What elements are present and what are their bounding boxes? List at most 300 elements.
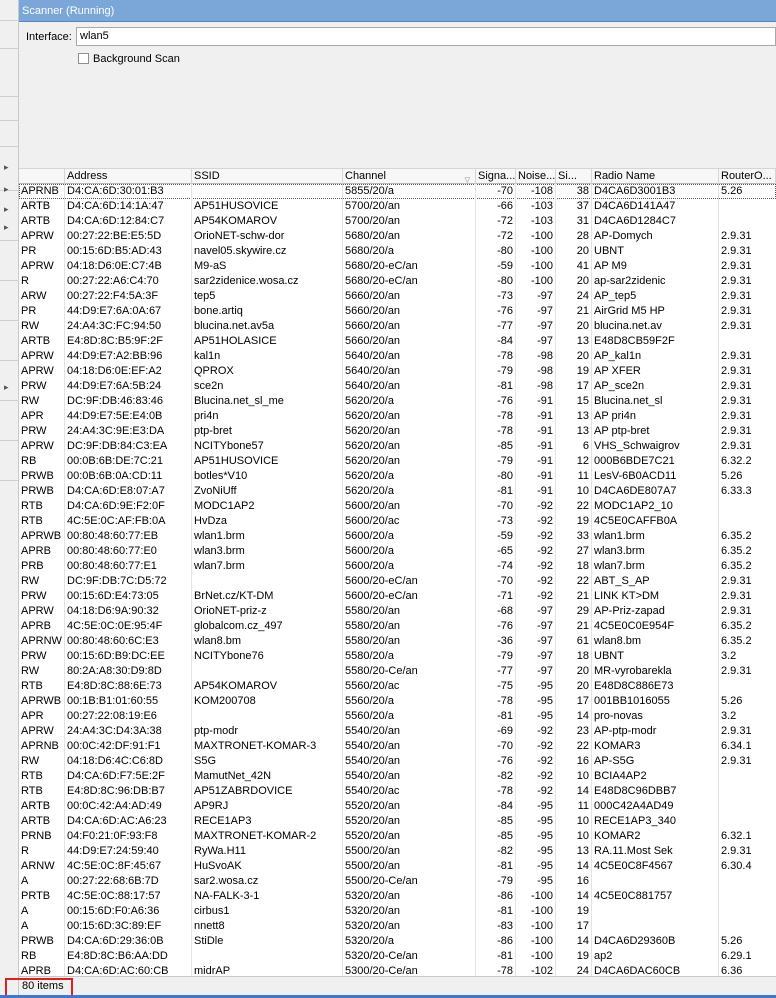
cell-noise: -108 — [530, 185, 553, 197]
cell-noise: -95 — [537, 800, 553, 812]
table-row[interactable] — [19, 454, 776, 469]
table-row[interactable] — [19, 574, 776, 589]
cell-channel: 5660/20/an — [345, 335, 401, 347]
cell-flags: RW — [21, 755, 40, 767]
cell-channel: 5320/20/an — [345, 920, 401, 932]
table-row[interactable] — [19, 379, 776, 394]
cell-snr: 21 — [576, 305, 589, 317]
cell-ssid: sar2.wosa.cz — [194, 875, 259, 887]
table-row[interactable] — [19, 934, 776, 949]
table-row[interactable] — [19, 184, 776, 199]
cell-flags: PRTB — [21, 890, 51, 902]
cell-radio: VHS_Schwaigrov — [594, 440, 680, 452]
cell-channel: 5300/20-Ce/an — [345, 965, 418, 976]
cell-snr: 6 — [582, 440, 589, 452]
cell-radio: LesV-6B0ACD11 — [594, 470, 677, 482]
cell-signal: -84 — [497, 800, 513, 812]
cell-noise: -91 — [537, 440, 553, 452]
cell-radio: 000C42A4AD49 — [594, 800, 674, 812]
cell-channel: 5600/20/a — [345, 530, 394, 542]
cell-ssid — [192, 949, 343, 964]
cell-address: 00:27:22:BE:E5:5D — [67, 230, 162, 242]
cell-noise: -97 — [537, 605, 553, 617]
cell-signal: -85 — [497, 830, 513, 842]
cell-channel: 5580/20/an — [345, 635, 401, 647]
cell-signal: -78 — [497, 350, 513, 362]
column-header-snr[interactable] — [556, 169, 592, 185]
cell-ssid — [192, 709, 343, 724]
column-header-router[interactable] — [719, 169, 776, 185]
table-row[interactable] — [19, 364, 776, 379]
table-row[interactable] — [19, 439, 776, 454]
cell-snr: 61 — [576, 635, 589, 647]
cell-address: 44:D9:E7:24:59:40 — [67, 845, 159, 857]
column-header-channel[interactable] — [343, 169, 476, 185]
cell-address: 00:27:22:A6:C4:70 — [67, 275, 159, 287]
cell-ssid — [192, 664, 343, 679]
column-header-address[interactable] — [65, 169, 192, 185]
cell-noise: -92 — [537, 755, 553, 767]
cell-channel: 5620/20/a — [345, 485, 394, 497]
column-header-flags[interactable] — [19, 169, 65, 185]
table-row[interactable] — [19, 484, 776, 499]
cell-router: 2.9.31 — [721, 380, 752, 392]
column-header-label: Si... — [558, 170, 577, 182]
cell-noise: -98 — [537, 365, 553, 377]
cell-flags: APRWB — [21, 695, 62, 707]
cell-flags: ARTB — [21, 815, 51, 827]
column-divider — [555, 184, 556, 976]
cell-signal: -85 — [497, 815, 513, 827]
cell-address: 4C:5E:0C:AF:FB:0A — [67, 515, 166, 527]
cell-address: D4:CA:6D:9E:F2:0F — [67, 500, 165, 512]
table-row[interactable] — [19, 409, 776, 424]
column-divider — [191, 184, 192, 976]
cell-snr: 15 — [576, 395, 589, 407]
cell-channel: 5500/20/an — [345, 860, 401, 872]
cell-router: 6.35.2 — [721, 545, 752, 557]
cell-snr: 12 — [576, 455, 589, 467]
table-row[interactable] — [19, 499, 776, 514]
column-divider — [342, 184, 343, 976]
table-row[interactable] — [19, 769, 776, 784]
cell-noise: -103 — [530, 200, 553, 212]
cell-signal: -76 — [497, 305, 513, 317]
cell-channel: 5600/20-eC/an — [345, 590, 418, 602]
cell-snr: 22 — [576, 740, 589, 752]
cell-router: 2.9.31 — [721, 305, 752, 317]
cell-noise: -92 — [537, 725, 553, 737]
table-row[interactable] — [19, 349, 776, 364]
cell-flags: ARTB — [21, 800, 51, 812]
column-header-label: Channel — [345, 170, 386, 182]
cell-channel: 5600/20-eC/an — [345, 575, 418, 587]
table-row[interactable] — [19, 544, 776, 559]
cell-snr: 17 — [576, 695, 589, 707]
cell-radio: D4CA6D141A47 — [594, 200, 676, 212]
cell-radio: 001BB1016055 — [594, 695, 670, 707]
table-row[interactable] — [19, 529, 776, 544]
cell-snr: 13 — [576, 425, 589, 437]
table-row[interactable] — [19, 814, 776, 829]
cell-router: 2.9.31 — [721, 365, 752, 377]
cell-router — [719, 214, 776, 229]
table-row[interactable] — [19, 229, 776, 244]
cell-ssid: MAXTRONET-KOMAR-2 — [194, 830, 317, 842]
cell-signal: -83 — [497, 920, 513, 932]
cell-snr: 13 — [576, 845, 589, 857]
cell-channel: 5500/20/an — [345, 845, 401, 857]
cell-flags: ARTB — [21, 335, 51, 347]
cell-ssid: S5G — [194, 755, 217, 767]
table-row[interactable] — [19, 394, 776, 409]
cell-ssid: AP51HUSOVICE — [194, 455, 279, 467]
cell-snr: 11 — [577, 470, 589, 482]
table-row[interactable] — [19, 319, 776, 334]
cell-channel: 5500/20-Ce/an — [345, 875, 418, 887]
cell-channel: 5520/20/an — [345, 830, 401, 842]
cell-noise: -100 — [530, 890, 553, 902]
interface-input[interactable]: wlan5 — [76, 27, 776, 46]
cell-radio: AP ptp-bret — [594, 425, 650, 437]
table-row[interactable] — [19, 724, 776, 739]
cell-signal: -84 — [497, 335, 513, 347]
cell-ssid: Blucina.net_sl_me — [194, 395, 284, 407]
cell-address: DC:9F:DB:84:C3:EA — [67, 440, 168, 452]
cell-address: 80:2A:A8:30:D9:8D — [67, 665, 162, 677]
cell-noise: -92 — [537, 530, 553, 542]
table-row[interactable] — [19, 649, 776, 664]
cell-flags: APRB — [21, 620, 51, 632]
cell-ssid: nnett8 — [194, 920, 225, 932]
cell-radio: wlan7.brm — [594, 560, 645, 572]
cell-snr: 23 — [576, 725, 589, 737]
cell-flags: A — [21, 905, 29, 917]
cell-router: 2.9.31 — [721, 425, 752, 437]
strip-divider — [0, 146, 18, 147]
cell-address: D4:CA:6D:AC:60:CB — [67, 965, 169, 976]
cell-flags: R — [21, 275, 29, 287]
table-row[interactable] — [19, 754, 776, 769]
table-row[interactable] — [19, 214, 776, 229]
cell-router: 2.9.31 — [721, 290, 752, 302]
table-row[interactable] — [19, 259, 776, 274]
table-row[interactable] — [19, 889, 776, 904]
cell-ssid: HuSvoAK — [194, 860, 242, 872]
table-row[interactable] — [19, 799, 776, 814]
cell-flags: PRWB — [21, 935, 54, 947]
cell-noise: -92 — [537, 560, 553, 572]
cell-noise: -100 — [530, 905, 553, 917]
table-row[interactable] — [19, 304, 776, 319]
cell-channel: 5540/20/an — [345, 725, 401, 737]
cell-address: 00:15:6D:B5:AD:43 — [67, 245, 162, 257]
cell-ssid: wlan1.brm — [194, 530, 245, 542]
cell-snr: 14 — [576, 935, 589, 947]
cell-address: 00:1B:B1:01:60:55 — [67, 695, 159, 707]
cell-radio: E48D8C886E73 — [594, 680, 674, 692]
cell-flags: APRWB — [21, 530, 62, 542]
cell-flags: APRW — [21, 260, 54, 272]
cell-router: 2.9.31 — [721, 845, 752, 857]
table-row[interactable] — [19, 784, 776, 799]
cell-ssid: tep5 — [194, 290, 216, 302]
cell-noise: -92 — [537, 785, 553, 797]
cell-router: 5.26 — [721, 695, 743, 707]
cell-address: D4:CA:6D:30:01:B3 — [67, 185, 164, 197]
cell-signal: -79 — [497, 365, 513, 377]
cell-router: 6.35.2 — [721, 530, 752, 542]
cell-noise: -95 — [537, 815, 553, 827]
cell-ssid: AP54KOMAROV — [194, 680, 278, 692]
cell-channel: 5600/20/a — [345, 545, 394, 557]
cell-address: 44:D9:E7:6A:5B:24 — [67, 380, 162, 392]
strip-divider — [0, 96, 18, 97]
cell-radio: KOMAR3 — [594, 740, 641, 752]
cell-channel: 5320/20/an — [345, 890, 401, 902]
table-row[interactable] — [19, 469, 776, 484]
cell-noise: -97 — [537, 320, 553, 332]
cell-ssid: globalcom.cz_497 — [194, 620, 283, 632]
column-header-label: Signa... — [478, 170, 516, 182]
cell-snr: 10 — [576, 815, 589, 827]
cell-channel: 5320/20-Ce/an — [345, 950, 418, 962]
table-row[interactable] — [19, 634, 776, 649]
cell-signal: -36 — [497, 635, 513, 647]
cell-signal: -73 — [497, 515, 513, 527]
cell-address: 04:18:D6:0E:C7:4B — [67, 260, 162, 272]
cell-ssid: MamutNet_42N — [194, 770, 272, 782]
table-row[interactable] — [19, 709, 776, 724]
cell-ssid: sce2n — [194, 380, 224, 392]
cell-noise: -97 — [537, 335, 553, 347]
cell-snr: 31 — [576, 215, 589, 227]
cell-address: D4:CA:6D:14:1A:47 — [67, 200, 164, 212]
cell-radio: pro-novas — [594, 710, 643, 722]
cell-snr: 14 — [576, 710, 589, 722]
column-header-radio[interactable] — [592, 169, 719, 185]
cell-flags: RTB — [21, 770, 43, 782]
cell-radio: AirGrid M5 HP — [594, 305, 665, 317]
column-header-signal[interactable] — [476, 169, 516, 185]
table-row[interactable] — [19, 424, 776, 439]
cell-address: 00:15:6D:E4:73:05 — [67, 590, 159, 602]
table-row[interactable] — [19, 589, 776, 604]
table-row[interactable] — [19, 919, 776, 934]
cell-snr: 20 — [576, 245, 589, 257]
cell-noise: -97 — [537, 635, 553, 647]
cell-signal: -69 — [497, 725, 513, 737]
cell-flags: APRNB — [21, 185, 59, 197]
cell-ssid — [192, 184, 343, 199]
cell-radio: D4CA6D3001B3 — [594, 185, 676, 197]
cell-router: 6.35.2 — [721, 620, 752, 632]
cell-signal: -86 — [497, 935, 513, 947]
cell-ssid: KOM200708 — [194, 695, 256, 707]
cell-signal: -79 — [497, 875, 513, 887]
cell-router: 6.33.3 — [721, 485, 752, 497]
cell-flags: APRW — [21, 365, 54, 377]
sort-indicator-icon: ▽ — [464, 177, 470, 184]
cell-snr: 16 — [576, 875, 589, 887]
cell-noise: -91 — [537, 470, 553, 482]
table-row[interactable] — [19, 904, 776, 919]
column-divider — [718, 184, 719, 976]
cell-channel: 5600/20/a — [345, 560, 394, 572]
cell-router — [719, 784, 776, 799]
cell-signal: -72 — [497, 230, 513, 242]
cell-address: 00:15:6D:3C:89:EF — [67, 920, 162, 932]
strip-divider — [0, 320, 18, 321]
cell-signal: -78 — [497, 965, 513, 976]
strip-arrow-icon: ▸ — [4, 204, 9, 214]
cell-radio: 4C5E0C0E954F — [594, 620, 675, 632]
cell-router: 6.32.1 — [721, 830, 752, 842]
strip-arrow-icon: ▸ — [4, 184, 9, 194]
cell-signal: -85 — [497, 440, 513, 452]
cell-flags: APR — [21, 710, 44, 722]
cell-address: 04:F0:21:0F:93:F8 — [67, 830, 158, 842]
cell-noise: -95 — [537, 680, 553, 692]
column-divider — [515, 184, 516, 976]
column-header-noise[interactable] — [516, 169, 556, 185]
cell-signal: -78 — [497, 785, 513, 797]
cell-noise: -97 — [537, 305, 553, 317]
cell-snr: 20 — [576, 680, 589, 692]
table-row[interactable] — [19, 844, 776, 859]
cell-flags: APRNB — [21, 740, 59, 752]
cell-noise: -91 — [537, 455, 553, 467]
cell-ssid: sar2zidenice.wosa.cz — [194, 275, 299, 287]
cell-flags: RW — [21, 665, 40, 677]
cell-snr: 18 — [576, 650, 589, 662]
cell-flags: PRNB — [21, 830, 52, 842]
cell-snr: 10 — [576, 770, 589, 782]
cell-channel: 5540/20/an — [345, 770, 401, 782]
cell-ssid: QPROX — [194, 365, 234, 377]
cell-ssid: ZvoNiUff — [194, 485, 237, 497]
table-row[interactable] — [19, 964, 776, 976]
table-row[interactable] — [19, 274, 776, 289]
cell-flags: ARNW — [21, 860, 55, 872]
cell-snr: 21 — [576, 590, 589, 602]
table-row[interactable] — [19, 739, 776, 754]
strip-divider — [0, 120, 18, 121]
cell-router — [719, 874, 776, 889]
cell-address: 00:80:48:60:77:EB — [67, 530, 159, 542]
cell-radio: wlan1.brm — [594, 530, 645, 542]
cell-snr: 17 — [576, 380, 589, 392]
cell-radio: 4C5E0C881757 — [594, 890, 673, 902]
table-row[interactable] — [19, 664, 776, 679]
cell-flags: APR — [21, 410, 44, 422]
cell-flags: PRW — [21, 590, 47, 602]
cell-channel: 5680/20/an — [345, 230, 401, 242]
table-row[interactable] — [19, 244, 776, 259]
cell-noise: -98 — [537, 380, 553, 392]
cell-ssid: cirbus1 — [194, 905, 230, 917]
cell-ssid: ptp-bret — [194, 425, 232, 437]
cell-signal: -78 — [497, 425, 513, 437]
cell-radio: wlan8.bm — [594, 635, 642, 647]
cell-noise: -92 — [537, 515, 553, 527]
cell-ssid: RyWa.H11 — [194, 845, 246, 857]
cell-address: D4:CA:6D:29:36:0B — [67, 935, 164, 947]
background-scan-checkbox[interactable] — [78, 53, 89, 64]
cell-channel: 5620/20/an — [345, 410, 401, 422]
cell-address: 00:0C:42:A4:AD:49 — [67, 800, 162, 812]
cell-snr: 19 — [576, 905, 589, 917]
title-bar[interactable] — [19, 0, 776, 22]
column-header-label: SSID — [194, 170, 220, 182]
cell-signal: -76 — [497, 395, 513, 407]
cell-address: DC:9F:DB:7C:D5:72 — [67, 575, 167, 587]
cell-noise: -92 — [537, 590, 553, 602]
cell-flags: ARW — [21, 290, 47, 302]
cell-noise: -91 — [537, 395, 553, 407]
cell-snr: 19 — [576, 515, 589, 527]
cell-address: E4:8D:8C:B6:AA:DD — [67, 950, 168, 962]
cell-signal: -81 — [497, 950, 513, 962]
table-row[interactable] — [19, 514, 776, 529]
cell-address: E4:8D:8C:88:6E:73 — [67, 680, 162, 692]
cell-router: 2.9.31 — [721, 575, 752, 587]
cell-radio: LINK KT>DM — [594, 590, 660, 602]
strip-arrow-icon: ▸ — [4, 222, 9, 232]
cell-flags: R — [21, 845, 29, 857]
table-row[interactable] — [19, 694, 776, 709]
cell-noise: -97 — [537, 620, 553, 632]
cell-channel: 5600/20/an — [345, 500, 401, 512]
table-row[interactable] — [19, 829, 776, 844]
cell-channel: 5680/20/a — [345, 245, 394, 257]
cell-noise: -92 — [537, 575, 553, 587]
table-row[interactable] — [19, 604, 776, 619]
table-row[interactable] — [19, 334, 776, 349]
table-row[interactable] — [19, 559, 776, 574]
strip-divider — [0, 48, 18, 49]
table-row[interactable] — [19, 199, 776, 214]
cell-flags: APRW — [21, 725, 54, 737]
table-row[interactable] — [19, 679, 776, 694]
table-row[interactable] — [19, 874, 776, 889]
cell-flags: RB — [21, 455, 37, 467]
table-row[interactable] — [19, 619, 776, 634]
cell-snr: 10 — [576, 830, 589, 842]
scanner-form — [19, 22, 776, 168]
cell-router: 2.9.31 — [721, 605, 752, 617]
cell-channel: 5680/20-eC/an — [345, 260, 418, 272]
cell-ssid: pri4n — [194, 410, 219, 422]
cell-flags: ARTB — [21, 200, 51, 212]
cell-router — [719, 919, 776, 934]
cell-flags: PRWB — [21, 485, 54, 497]
table-row[interactable] — [19, 949, 776, 964]
cell-channel: 5640/20/an — [345, 380, 401, 392]
column-header-ssid[interactable] — [192, 169, 343, 185]
cell-signal: -79 — [497, 650, 513, 662]
table-row[interactable] — [19, 859, 776, 874]
cell-ssid: M9-aS — [194, 260, 227, 272]
column-header-label: Address — [67, 170, 108, 182]
table-row[interactable] — [19, 289, 776, 304]
strip-divider — [0, 20, 18, 21]
cell-radio: wlan3.brm — [594, 545, 645, 557]
cell-router — [719, 514, 776, 529]
cell-signal: -82 — [497, 845, 513, 857]
cell-router: 2.9.31 — [721, 395, 752, 407]
column-divider — [475, 184, 476, 976]
